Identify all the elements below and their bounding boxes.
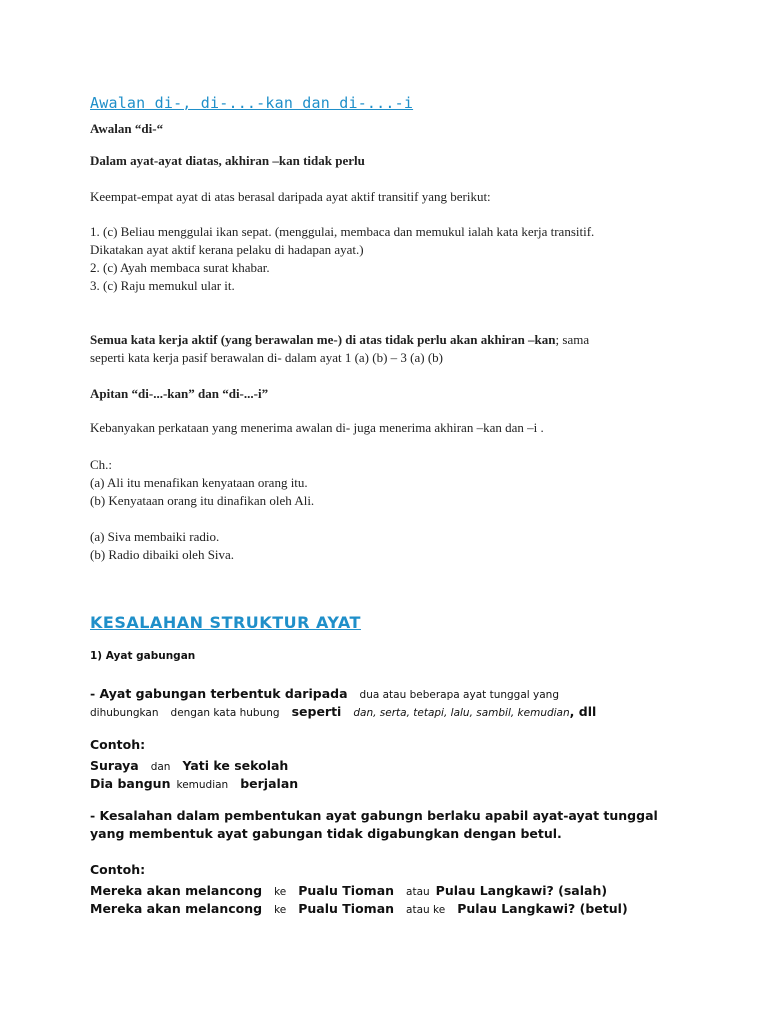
contoh2-row2-a: Mereka akan melancong [90,901,263,916]
contoh2-row2-c: Pulau Langkawi? (betul) [457,901,628,916]
section-heading-awalan: Awalan di-, di-...-kan dan di-...-i [90,94,414,112]
point1-bold-a: - Ayat gabungan terbentuk daripada [90,686,348,701]
point1-small-c: dengan kata hubung [170,707,280,719]
contoh2-row2 [90,898,628,917]
point1-line2 [90,701,596,720]
list-item-3: 3. (c) Raju memukul ular it. [90,278,235,293]
sub-heading-awalan-di: Awalan “di-“ [90,121,164,136]
paragraph-kata-kerja [90,332,589,348]
list-item-1-line2: Dikatakan ayat aktif kerana pelaku di hadapan ayat.) [90,242,364,257]
example-2b: (b) Radio dibaiki oleh Siva. [90,547,235,562]
contoh2-row2-conj: atau ke [406,904,446,916]
apitan-heading: Apitan “di-...-kan” dan “di-...-i” [90,386,269,401]
paragraph-line2: seperti kata kerja pasif berawalan di- dalam ayat 1 (a) (b) – 3 (a) (b) [90,350,443,365]
contoh2-row2-p1: ke [274,904,287,916]
note-bold: Dalam ayat-ayat diatas, akhiran –kan tidak perlu [90,153,365,168]
apitan-text: Kebanyakan perkataan yang menerima awalan di- juga menerima akhiran –kan dan –i . [90,420,544,435]
contoh2-row1-conj: atau [406,886,430,898]
contoh2-row1-c: Pulau Langkawi? (salah) [435,883,608,898]
contoh1-row2-conj: kemudian [176,779,229,791]
contoh1-row1 [90,755,288,774]
point1-bold-b: seperti [291,704,342,719]
contoh2-row1-p1: ke [274,886,287,898]
ch-label: Ch.: [90,457,113,472]
paragraph-rest: ; sama [555,332,590,347]
point1-bold-c: , dll [569,704,597,719]
contoh2-label: Contoh: [90,862,146,877]
contoh2-row1-a: Mereka akan melancong [90,883,263,898]
contoh1-row1-conj: dan [150,761,171,773]
point1-small-a: dua atau beberapa ayat tunggal yang [359,689,559,701]
point2-line2: yang membentuk ayat gabungan tidak digabungkan dengan betul. [90,826,562,841]
point1-italic-list: dan, serta, tetapi, lalu, sambil, kemudian [353,707,570,719]
subheading-ayat-gabungan: 1) Ayat gabungan [90,650,196,662]
example-2a: (a) Siva membaiki radio. [90,529,220,544]
contoh1-row2-a: Dia bangun [90,776,171,791]
contoh2-row1 [90,880,607,899]
paragraph-bold: Semua kata kerja aktif (yang berawalan me-) di atas tidak perlu akan akhiran –kan [90,332,556,347]
contoh1-row1-b: Yati ke sekolah [182,758,289,773]
list-item-2: 2. (c) Ayah membaca surat khabar. [90,260,270,275]
contoh1-label: Contoh: [90,737,146,752]
contoh2-row2-b: Pualu Tioman [298,901,395,916]
section-heading-kesalahan: KESALAHAN STRUKTUR AYAT [90,613,361,632]
point2-line1: - Kesalahan dalam pembentukan ayat gabungn berlaku apabil ayat-ayat tunggal [90,808,658,823]
example-1a: (a) Ali itu menafikan kenyataan orang itu. [90,475,308,490]
list-item-1-line1: 1. (c) Beliau menggulai ikan sepat. (menggulai, membaca dan memukul ialah kata kerja transitif. [90,224,595,239]
contoh1-row2-b: berjalan [240,776,299,791]
point1-small-b: dihubungkan [90,707,159,719]
point1-line1 [90,683,559,702]
contoh1-row1-a: Suraya [90,758,139,773]
contoh2-row1-b: Pualu Tioman [298,883,395,898]
example-1b: (b) Kenyataan orang itu dinafikan oleh Ali. [90,493,315,508]
intro-text: Keempat-empat ayat di atas berasal daripada ayat aktif transitif yang berikut: [90,189,491,204]
contoh1-row2 [90,773,298,792]
